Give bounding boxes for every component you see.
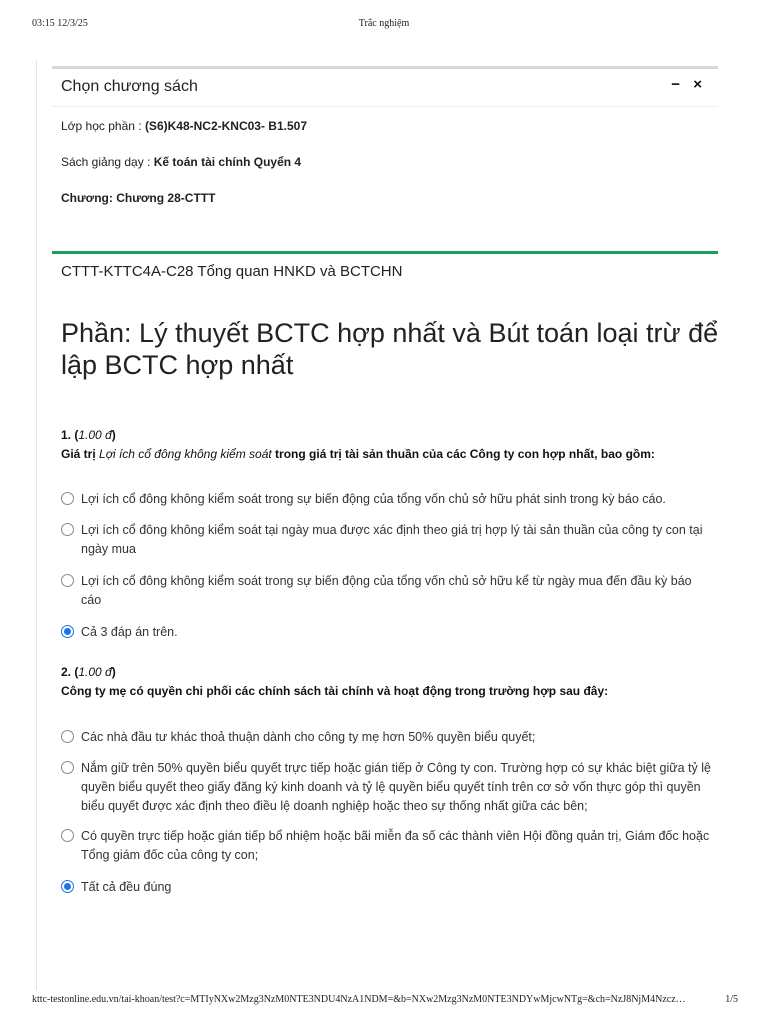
question-text-italic: Lợi ích cổ đông không kiểm soát xyxy=(99,447,272,461)
book-value: Kế toán tài chính Quyển 4 xyxy=(153,155,302,169)
print-page-number: 1/5 xyxy=(725,994,738,1005)
panel-title: Chọn chương sách xyxy=(61,78,198,95)
print-page-title: Trắc nghiệm xyxy=(358,18,410,29)
print-datetime: 03:15 12/3/25 xyxy=(32,18,88,29)
radio-button[interactable] xyxy=(61,761,74,774)
panel-header xyxy=(52,69,718,107)
question-text-prefix: Công ty mẹ có quyền chi phối các chính sách tài chính và hoạt động trong trường hợp sau đây: xyxy=(61,684,609,698)
radio-button-selected[interactable] xyxy=(61,625,74,638)
radio-button[interactable] xyxy=(61,523,74,536)
radio-button[interactable] xyxy=(61,492,74,505)
question-text-prefix: Giá trị xyxy=(61,447,100,461)
q2-option-2[interactable] xyxy=(61,759,711,816)
radio-button[interactable] xyxy=(61,574,74,587)
chapter-value: Chương 28-CTTT xyxy=(116,191,216,205)
question-text-suffix: trong giá trị tài sản thuần của các Công ty con hợp nhất, bao gồm: xyxy=(271,447,655,461)
option-label: Cả 3 đáp án trên. xyxy=(81,625,178,639)
page-left-rule xyxy=(36,60,37,990)
class-value: (S6)K48-NC2-KNC03- B1.507 xyxy=(144,119,307,133)
radio-button-selected[interactable] xyxy=(61,880,74,893)
chapter-label: Chương: xyxy=(61,191,117,205)
test-panel xyxy=(52,251,718,954)
q1-option-3[interactable] xyxy=(61,572,711,610)
question-points: 1.00 đ xyxy=(78,665,112,679)
question-2-header xyxy=(61,665,116,679)
question-1-text xyxy=(61,447,655,461)
q1-option-2[interactable] xyxy=(61,521,711,559)
minimize-button[interactable]: − xyxy=(671,76,680,93)
question-points: 1.00 đ xyxy=(78,428,112,442)
q2-option-4[interactable] xyxy=(61,878,711,897)
radio-button[interactable] xyxy=(61,829,74,842)
book-label: Sách giảng dạy : xyxy=(61,155,154,169)
option-label: Nắm giữ trên 50% quyền biểu quyết trực tiếp hoặc gián tiếp ở Công ty con. Trường hợp có sự khác biệt giữa tỷ lệ quyền biểu quyết theo giấy đăng ký kinh doanh và tỷ lệ quyền biểu quyết tính trên cơ sở vốn thực góp thì quyền biểu quyết được xác định theo điều lệ doanh nghiệp hoặc theo sự thống nhất giữa các bên; xyxy=(81,761,711,813)
option-label: Lợi ích cổ đông không kiểm soát trong sự biến động của tổng vốn chủ sở hữu phát sinh trong kỳ báo cáo. xyxy=(81,492,666,506)
test-name: CTTT-KTTC4A-C28 Tổng quan HNKD và BCTCHN xyxy=(61,263,403,280)
question-2-text xyxy=(61,684,608,698)
class-label: Lớp học phần : xyxy=(61,119,145,133)
option-label: Các nhà đầu tư khác thoả thuận dành cho công ty mẹ hơn 50% quyền biểu quyết; xyxy=(81,730,536,744)
option-label: Có quyền trực tiếp hoặc gián tiếp bổ nhiệm hoặc bãi miễn đa số các thành viên Hội đồng quản trị, Giám đốc hoặc Tổng giám đốc của công ty con; xyxy=(81,829,710,862)
class-info xyxy=(61,119,307,133)
q2-option-1[interactable] xyxy=(61,728,711,747)
print-url: kttc-testonline.edu.vn/tai-khoan/test?c=MTIyNXw2Mzg3NzM0NTE3NDU4NzA1NDM=&b=NXw2Mzg3NzM0NTE3NDYwMjcwNTg=&ch=NzJ8NjM4Nzcz… xyxy=(32,994,686,1005)
question-paren: ) xyxy=(111,665,116,679)
q1-option-1[interactable] xyxy=(61,490,711,509)
book-info xyxy=(61,155,301,169)
option-label: Tất cả đều đúng xyxy=(81,880,172,894)
option-label: Lợi ích cổ đông không kiểm soát trong sự biến động của tổng vốn chủ sở hữu kể từ ngày mua đến đầu kỳ báo cáo xyxy=(81,574,692,607)
q2-option-3[interactable] xyxy=(61,827,711,865)
q1-option-4[interactable] xyxy=(61,623,711,642)
question-number: 1. ( xyxy=(61,428,79,442)
section-title: Phần: Lý thuyết BCTC hợp nhất và Bút toán loại trừ để lập BCTC hợp nhất xyxy=(61,318,719,380)
question-paren: ) xyxy=(111,428,116,442)
chapter-info xyxy=(61,191,215,205)
question-1-header xyxy=(61,428,116,442)
question-number: 2. ( xyxy=(61,665,79,679)
radio-button[interactable] xyxy=(61,730,74,743)
option-label: Lợi ích cổ đông không kiểm soát tại ngày mua được xác định theo giá trị hợp lý tài sản thuần của công ty con tại ngày mua xyxy=(81,523,703,556)
chapter-select-panel xyxy=(52,66,718,229)
close-button[interactable]: × xyxy=(693,76,702,93)
